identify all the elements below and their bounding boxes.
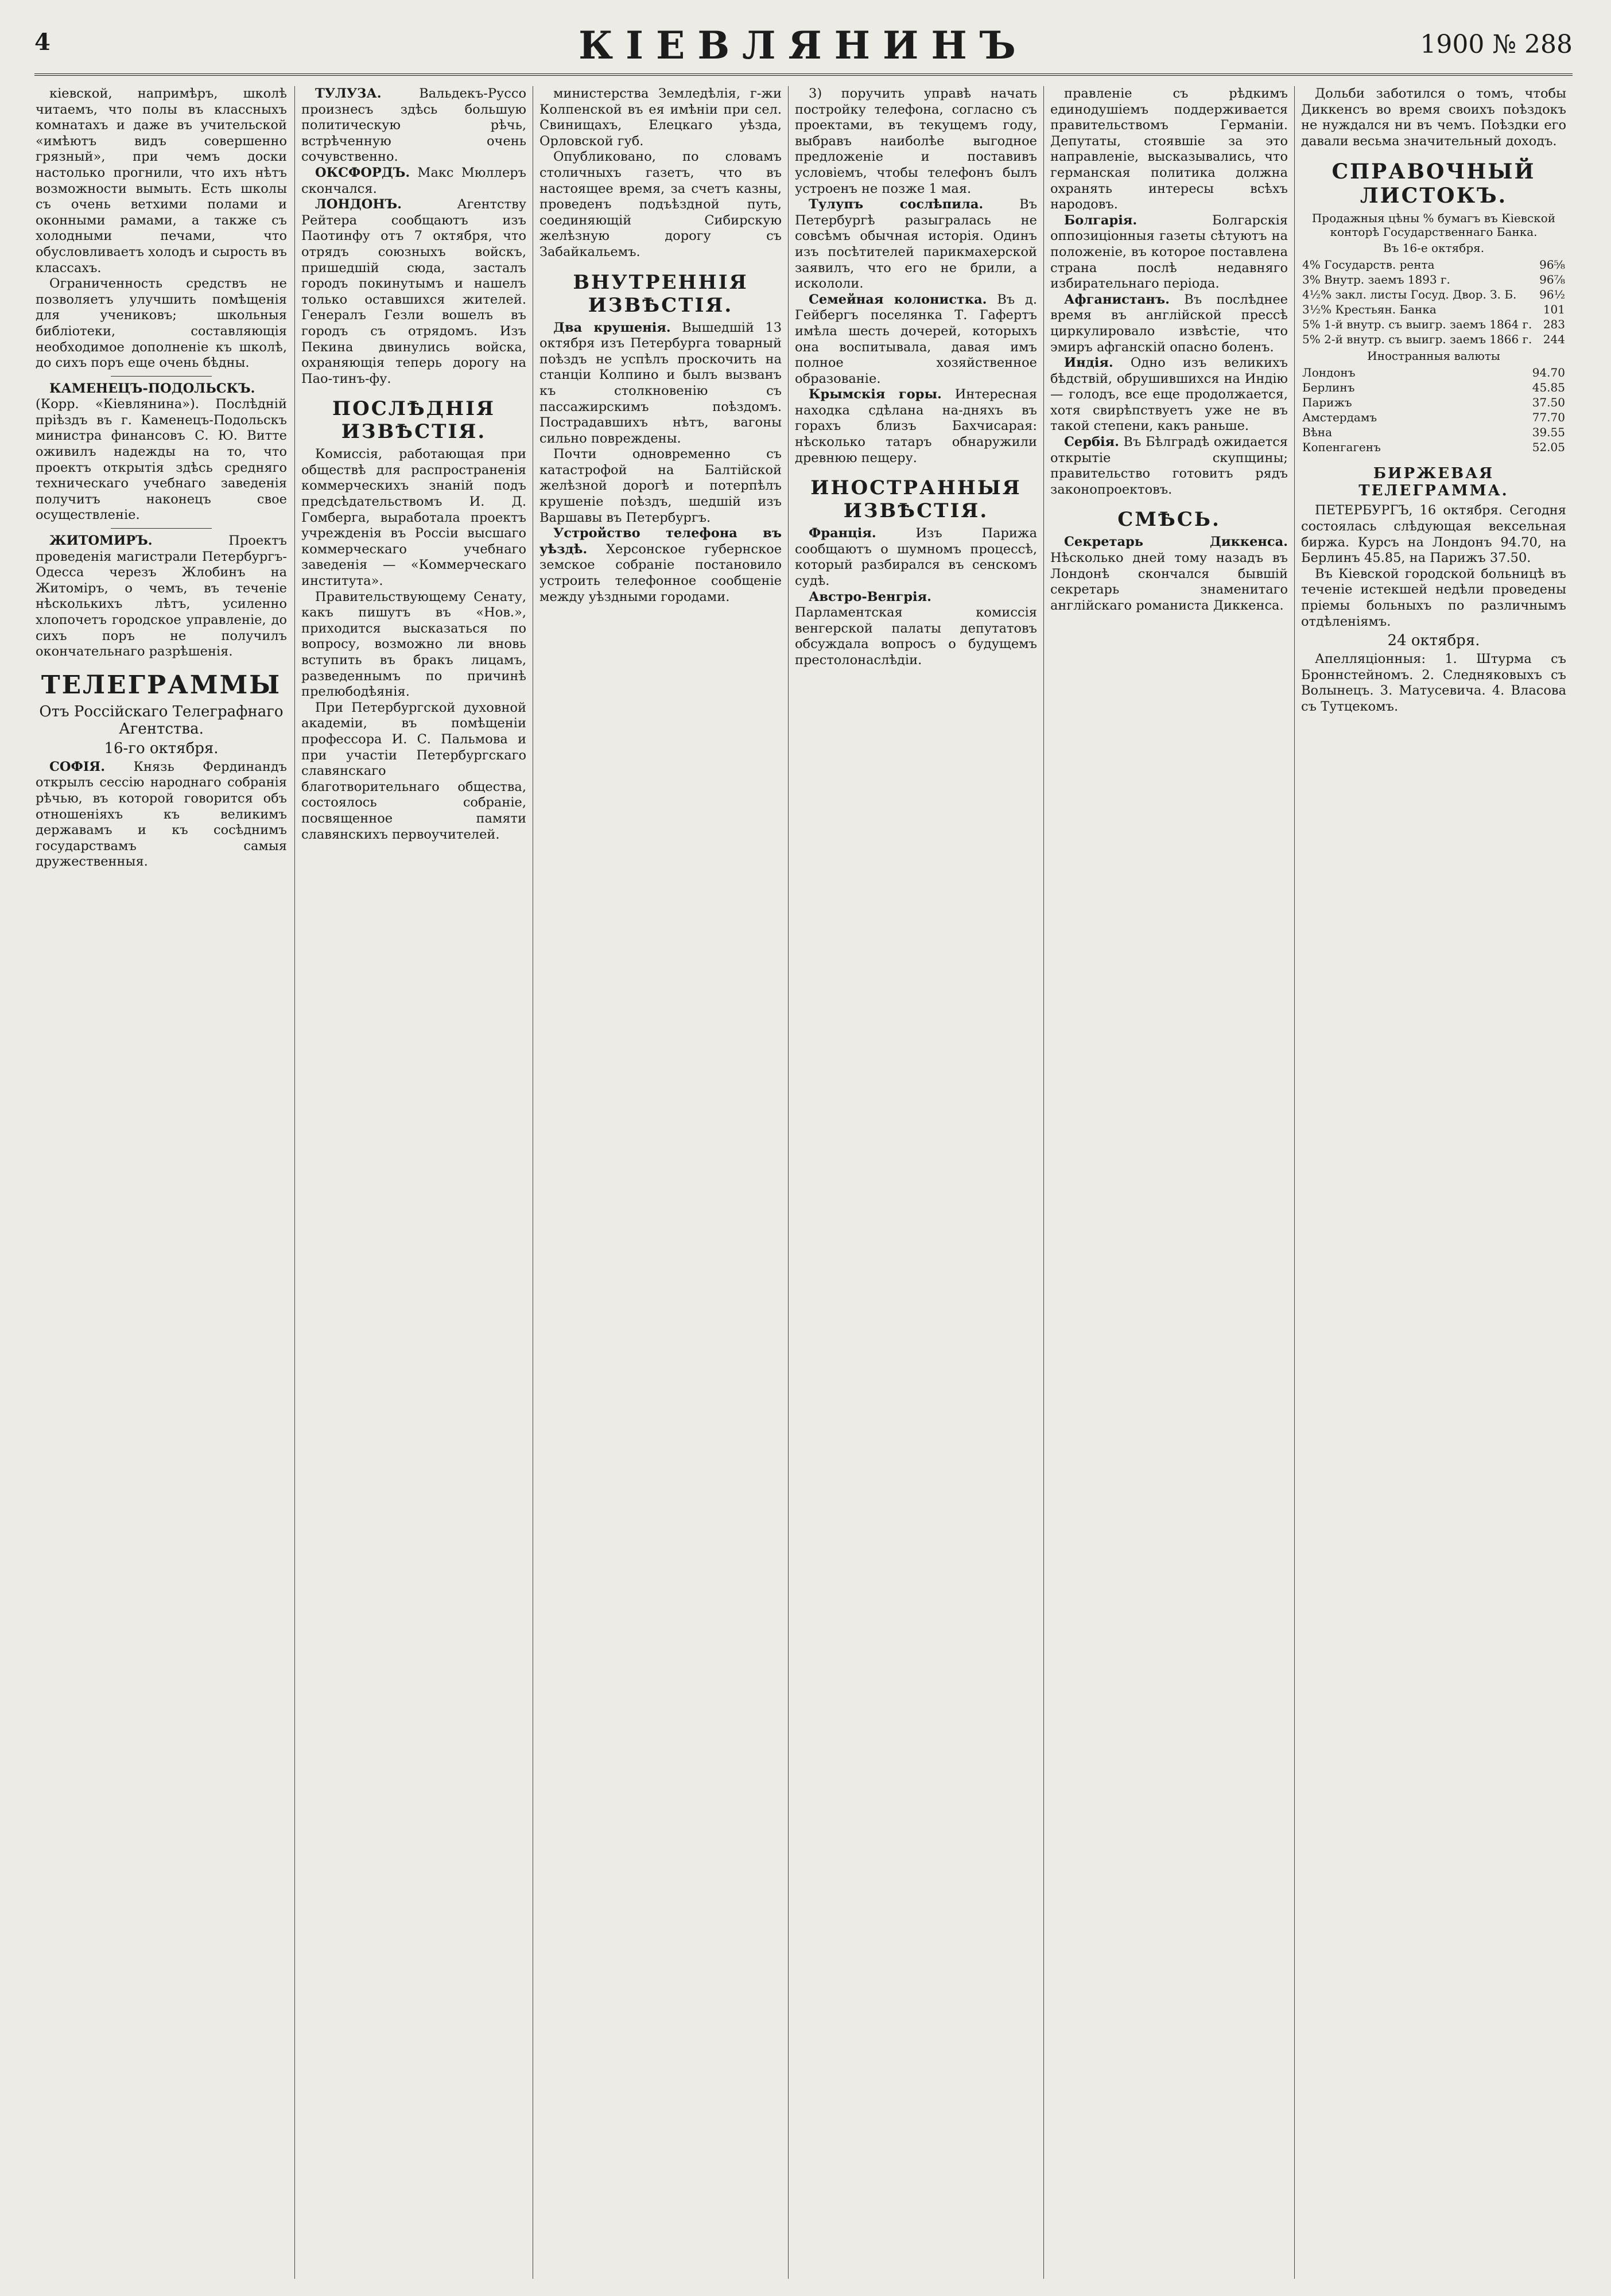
article-text: Парламентская комиссія венгерской палаты депутатовъ обсуждала вопросъ о будущемъ престолонаслѣдіи.	[795, 605, 1037, 668]
article-text: Изъ Парижа сообщаютъ о шумномъ процессѣ, который разбирался въ сенскомъ судѣ.	[795, 526, 1037, 589]
table-row: Копенгагенъ 52.05	[1302, 440, 1565, 455]
column-3	[539, 86, 782, 2285]
section-title: ИНОСТРАННЫЯ ИЗВѢСТІЯ.	[810, 476, 1022, 523]
masthead	[34, 23, 1573, 75]
table-row: 3% Внутр. заемъ 1893 г. 96⅞	[1302, 273, 1565, 287]
article-text: Въ д. Гейбергъ поселянка Т. Гафертъ имѣла шесть дочерей, которыхъ она воспитывала, давая имъ полное хозяйственное образованіе.	[795, 292, 1037, 386]
table-row: Амстердамъ 77.70	[1302, 410, 1565, 425]
article-text: Князь Фердинандъ открылъ сессію народнаго собранія рѣчью, въ которой говорится объ отношеніяхъ къ великимъ державамъ и къ сосѣднимъ государствамъ самыя дружественныя.	[36, 759, 287, 870]
section-title: БИРЖЕВАЯ ТЕЛЕГРАММА.	[1358, 465, 1509, 500]
article-paragraph: При Петербургской духовной академіи, въ помѣщеніи профессора И. С. Пальмова и при участіи Петербургскаго славянскаго благотворительнаго общества, состоялось собраніе, посвященное памяти славянскихъ первоучителей.	[301, 700, 526, 842]
section-subtitle: Отъ Россійскаго Телеграфнаго Агентства.	[39, 703, 284, 738]
section-subtitle: Продажныя цѣны % бумагъ въ Кіевской конторѣ Государственнаго Банка.	[1311, 211, 1556, 239]
article-paragraph: Ограниченность средствъ не позволяетъ улучшить помѣщенія для учениковъ; школьныя библіотеки, составляющія необходимое дополненіе къ школѣ, до сихъ поръ еще очень бѣдны.	[36, 276, 287, 371]
city-heading: ЛОНДОНЪ.	[315, 197, 402, 212]
article-paragraph: Комиссія, работающая при обществѣ для распространенія коммерческихъ знаній подъ предсѣдательствомъ И. Д. Гомберга, выработала проектъ учрежденія въ Россіи высшаго коммерческаго учебнаго заведенія — «Коммерческаго института».	[301, 447, 526, 589]
schedule-date: 24 октября.	[1387, 632, 1480, 650]
header-rule	[34, 73, 1573, 76]
rates-table	[1301, 257, 1566, 347]
article-text: Макс Мюллеръ скончался.	[301, 165, 526, 196]
article-heading: Индія.	[1064, 355, 1113, 371]
article-paragraph: правленіе съ рѣдкимъ единодушіемъ поддерживается правительствомъ Германіи. Депутаты, стоявшіе за это направленіе, высказывались, что германская политика должна охранять интересы всѣхъ народовъ.	[1050, 86, 1288, 212]
article-paragraph: Правительствующему Сенату, какъ пишутъ въ «Нов.», приходится высказаться по вопросу, возможно ли вновь вступить въ бракъ лицамъ, разведеннымъ по причинѣ прелюбодѣянія.	[301, 589, 526, 700]
article-heading: Австро-Венгрія.	[809, 589, 932, 604]
page-number: 4	[34, 29, 51, 56]
newspaper-title: КІЕВЛЯНИНЪ	[579, 23, 1028, 68]
article-text: Въ послѣднее время въ англійской прессѣ циркулировало извѣстіе, что эмиръ афганскій опасно боленъ.	[1050, 292, 1288, 355]
article-text: Вальдекъ-Руссо произнесъ здѣсь большую политическую рѣчь, встрѣченную очень сочувственно.	[301, 86, 526, 165]
issue-number: 1900 № 288	[1420, 30, 1573, 59]
city-heading: ЖИТОМИРЪ.	[49, 533, 153, 549]
article-heading: Устройство телефона въ уѣздѣ.	[539, 526, 782, 557]
article-text: Въ Бѣлградѣ ожидается открытіе скупщины; правительство готовитъ рядъ законопроектовъ.	[1050, 435, 1288, 497]
city-heading: КАМЕНЕЦЪ-ПОДОЛЬСКЪ.	[49, 381, 255, 396]
city-heading: ТУЛУЗА.	[315, 86, 382, 101]
column-1	[36, 86, 287, 2285]
article-text: Болгарскія оппозиціонныя газеты сѣтуютъ на положеніе, въ которое поставлена страна послѣ недавняго избирательнаго періода.	[1050, 212, 1288, 292]
article-heading: Секретарь Диккенса.	[1064, 534, 1288, 550]
article-text: Херсонское губернское земское собраніе постановило устроить телефонное сообщеніе между уѣздными городами.	[539, 541, 782, 604]
article-paragraph: Опубликовано, по словамъ столичныхъ газетъ, что въ настоящее время, за счетъ казны, проведенъ подъѣздной путь, соединяющій Сибирскую желѣзную дорогу съ Забайкальемъ.	[539, 149, 782, 259]
column-4	[795, 86, 1037, 2285]
article-text: Нѣсколько дней тому назадъ въ Лондонѣ скончался бывшій секретарь знаменитаго англійскаго романиста Диккенса.	[1050, 550, 1288, 613]
article-text: Въ Петербургѣ разыгралась не совсѣмъ обычная исторія. Одинъ изъ посѣтителей парикмахерской заявилъ, что его не брили, а искололи.	[795, 197, 1037, 292]
section-title: ВНУТРЕННІЯ ИЗВѢСТІЯ.	[573, 270, 748, 317]
article-text: Агентству Рейтера сообщаютъ изъ Паотинфу отъ 7 октября, что отрядъ союзныхъ войскъ, пришедшій сюда, засталъ городъ покинутымъ и нашелъ только оставшихся жителей. Генералъ Гезли вошелъ въ городъ съ отрядомъ. Изъ Пекина двинулись войска, охраняющія теперь дорогу на Пао-тинъ-фу.	[301, 197, 526, 386]
table-row: 3½% Крестьян. Банка 101	[1302, 302, 1565, 317]
article-text: (Корр. «Кіевлянина»). Послѣдній пріѣздъ въ г. Каменецъ-Подольскъ министра финансовъ С. Ю. Витте оживилъ надежды на то, что проектъ открытія здѣсь средняго техническаго учебнаго заведенія получитъ наконецъ свое осуществленіе.	[36, 397, 287, 523]
section-date: 16-го октября.	[104, 739, 219, 757]
table-row: Вѣна 39.55	[1302, 425, 1565, 440]
section-date: Въ 16-е октября.	[1383, 241, 1485, 255]
table-row: 5% 2-й внутр. съ выигр. заемъ 1866 г. 244	[1302, 332, 1565, 347]
column-5	[1050, 86, 1288, 2285]
article-text: Проектъ проведенія магистрали Петербургъ-Одесса черезъ Жлобинъ на Житоміръ, о чемъ, въ теченіе нѣсколькихъ лѣтъ, усиленно хлопочетъ городское управленіе, до сихъ поръ не получилъ окончательнаго разрѣшенія.	[36, 533, 287, 660]
article-heading: Сербія.	[1064, 435, 1119, 450]
fx-table	[1301, 365, 1566, 455]
column-6	[1301, 86, 1566, 2285]
article-heading: Крымскія горы.	[809, 387, 942, 402]
article-heading: Семейная колонистка.	[809, 292, 987, 307]
article-paragraph: Въ Кіевской городской больницѣ въ теченіе истекшей недѣли проведены пріемы больныхъ по различнымъ отдѣленіямъ.	[1301, 566, 1566, 629]
article-paragraph: Апелляціонныя: 1. Штурма съ Броннстейномъ. 2. Следняковыхъ съ Волынецъ. 3. Матусевича. 4. Власова съ Тутцекомъ.	[1301, 651, 1566, 714]
article-paragraph: кіевской, напримѣръ, школѣ читаемъ, что полы въ классныхъ комнатахъ и даже въ учительской «имѣютъ видъ совершенно грязный», при чемъ доски настолько прогнили, что ихъ нѣтъ возможности вымыть. Есть школы съ очень ветхими полами и оконными рамами, а также съ холодными печами, что обусловливаетъ холодъ и сырость въ классахъ.	[36, 86, 287, 276]
fx-title: Иностранныя валюты	[1367, 349, 1500, 363]
column-rule	[1043, 86, 1044, 2279]
section-title: СМѢСЬ.	[1117, 508, 1221, 532]
article-heading: Болгарія.	[1064, 212, 1138, 228]
column-rule	[1294, 86, 1295, 2279]
article-heading: Тулупъ сослѣпила.	[809, 197, 984, 212]
article-text: Интересная находка сдѣлана на-дняхъ въ горахъ близъ Бахчисарая: нѣсколько татаръ обнаружили древнюю пещеру.	[795, 387, 1037, 466]
column-rule	[788, 86, 789, 2279]
article-heading: Франція.	[809, 526, 876, 541]
table-row: 4% Государств. рента 96⅝	[1302, 258, 1565, 272]
city-heading: СОФІЯ.	[49, 759, 106, 774]
article-heading: Два крушенія.	[553, 320, 671, 335]
article-heading: Афганистанъ.	[1064, 292, 1170, 307]
article-text: Одно изъ великихъ бѣдствій, обрушившихся на Индію — голодъ, все еще продолжается, хотя свирѣпствуетъ уже не въ такой степени, какъ раньше.	[1050, 355, 1288, 434]
article-paragraph: министерства Земледѣлія, г-жи Колпенской въ ея имѣніи при сел. Свинищахъ, Елецкаго уѣзда, Орловской губ.	[539, 86, 782, 149]
table-row: Парижъ 37.50	[1302, 395, 1565, 410]
table-row: 5% 1-й внутр. съ выигр. заемъ 1864 г. 283	[1302, 317, 1565, 332]
city-heading: ОКСФОРДЪ.	[315, 165, 410, 180]
column-2	[301, 86, 526, 2285]
table-row: Лондонъ 94.70	[1302, 366, 1565, 380]
article-paragraph: 3) поручить управѣ начать постройку телефона, согласно съ проектами, въ текущемъ году, выбравъ наиболѣе выгодное предложеніе и поставивъ условіемъ, чтобы телефонъ былъ устроенъ не позже 1 мая.	[795, 86, 1037, 196]
article-text: Вышедшій 13 октября изъ Петербурга товарный поѣздъ не успѣлъ проскочить на станціи Колпино и былъ вызванъ къ столкновенію съ пассажирскимъ поѣздомъ. Пострадавшихъ нѣтъ, вагоны сильно повреждены.	[539, 320, 782, 446]
article-paragraph: Почти одновременно съ катастрофой на Балтійской желѣзной дорогѣ и потерпѣлъ крушеніе поѣздъ, шедшій изъ Варшавы въ Петербургъ.	[539, 447, 782, 525]
section-title: ПОСЛѢДНІЯ ИЗВѢСТІЯ.	[332, 397, 496, 444]
table-row: 4½% закл. листы Госуд. Двор. З. Б. 96½	[1302, 288, 1565, 302]
column-rule	[294, 86, 295, 2279]
table-row: Берлинъ 45.85	[1302, 381, 1565, 395]
article-paragraph: Дольби заботился о томъ, чтобы Диккенсъ во время своихъ поѣздокъ не нуждался ни въ чемъ. Поѣздки его давали весьма значительный доходъ.	[1301, 86, 1566, 149]
article-paragraph: ПЕТЕРБУРГЪ, 16 октября. Сегодня состоялась слѣдующая вексельная биржа. Курсъ на Лондонъ 94.70, на Берлинъ 45.85, на Парижъ 37.50.	[1301, 503, 1566, 566]
section-title: СПРАВОЧНЫЙ ЛИСТОКЪ.	[1331, 160, 1536, 208]
section-title: ТЕЛЕГРАММЫ	[41, 670, 282, 700]
